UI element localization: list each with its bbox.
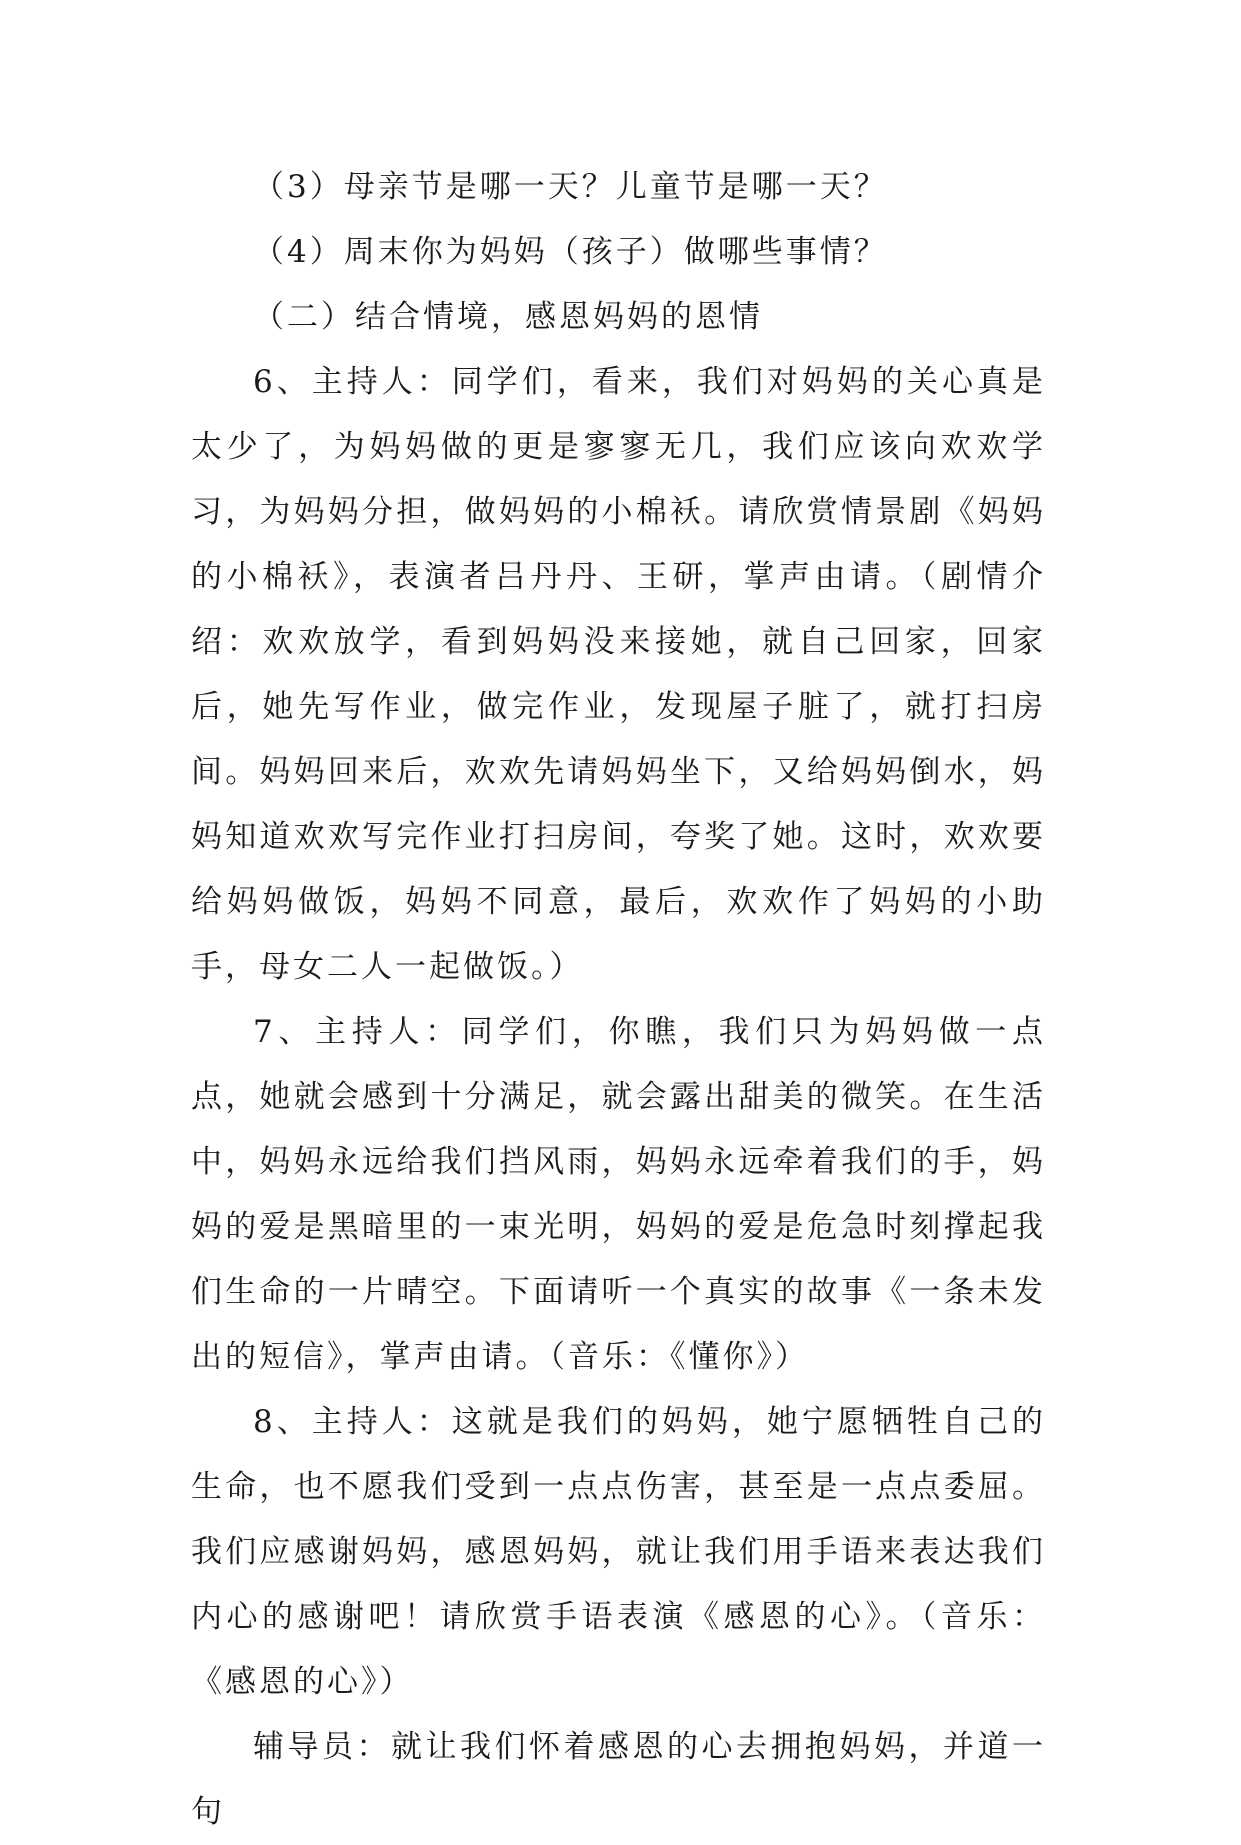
paragraph-host-6: 6、主持人：同学们，看来，我们对妈妈的关心真是太少了，为妈妈做的更是寥寥无几，我们应该向欢欢学习，为妈妈分担，做妈妈的小棉袄。请欣赏情景剧《妈妈的小棉袄》，表演者吕丹丹、王研，掌声由请。（剧情介绍：欢欢放学，看到妈妈没来接她，就自己回家，回家后，她先写作业，做完作业，发现屋子脏了，就打扫房间。妈妈回来后，欢欢先请妈妈坐下，又给妈妈倒水，妈妈知道欢欢写完作业打扫房间，夸奖了她。这时，欢欢要给妈妈做饭，妈妈不同意，最后，欢欢作了妈妈的小助手，母女二人一起做饭。） (191, 364, 1046, 985)
section-heading: （二）结合情境，感恩妈妈的恩情 (253, 299, 763, 335)
paragraph-host-8: 8、主持人：这就是我们的妈妈，她宁愿牺牲自己的生命，也不愿我们受到一点点伤害，甚至是一点点委屈。我们应感谢妈妈，感恩妈妈，就让我们用手语来表达我们内心的感谢吧！请欣赏手语表演《感恩的心》。（音乐：《感恩的心》） (191, 1404, 1046, 1700)
document-body (191, 155, 1046, 1845)
paragraph-counselor: 辅导员：就让我们怀着感恩的心去拥抱妈妈，并道一句 (191, 1729, 1046, 1830)
paragraph-host-7: 7、主持人：同学们，你瞧，我们只为妈妈做一点点，她就会感到十分满足，就会露出甜美的微笑。在生活中，妈妈永远给我们挡风雨，妈妈永远牵着我们的手，妈妈的爱是黑暗里的一束光明，妈妈的爱是危急时刻撑起我们生命的一片晴空。下面请听一个真实的故事《一条未发出的短信》，掌声由请。（音乐：《懂你》） (191, 1014, 1046, 1375)
question-4: （4）周末你为妈妈（孩子）做哪些事情？ (253, 234, 888, 270)
question-3: （3）母亲节是哪一天？儿童节是哪一天？ (253, 169, 888, 205)
